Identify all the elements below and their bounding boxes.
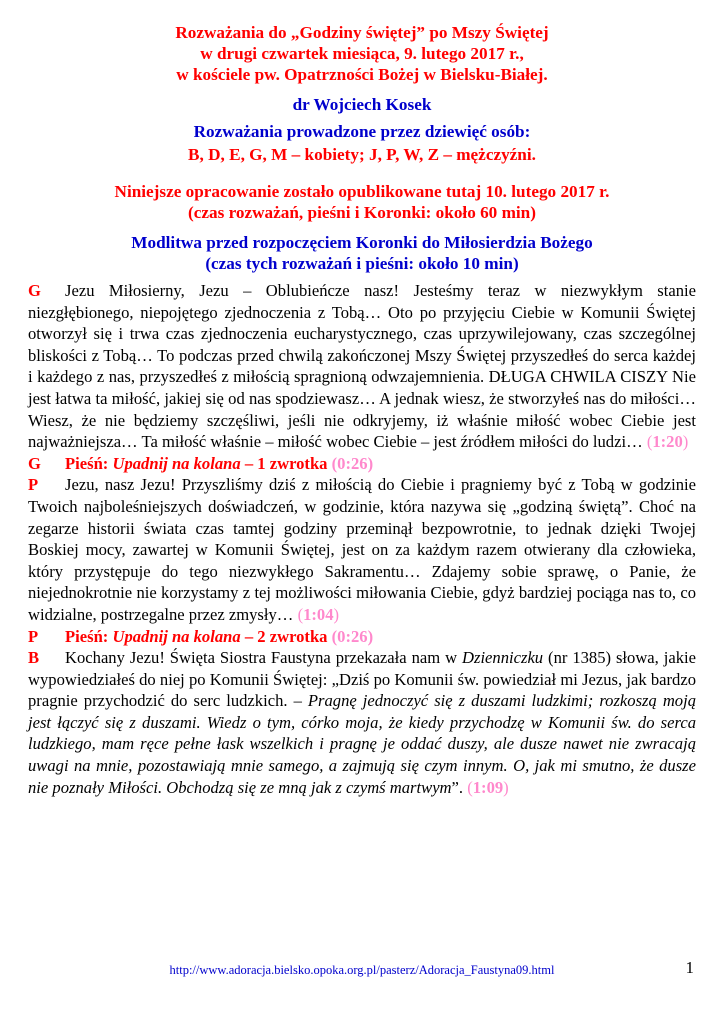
quotation: – Pragnę jednoczyć się z duszami ludzkimi; rozkoszą moją jest łączyć się z duszami. Wiedz o tym, córko moja, że kiedy przychodzę w Komunii św. do serca ludzkiego, mam ręce pełne łask wszelkich i pragnę je oddać duszy, ale dusze nawet nie zwracają uwagi na mnie, pozostawiają mnie samego, a zajmują się czym innym. O, jak mi smutno, że dusze nie poznały Miłości. Obchodzą się ze mną jak z czymś martwym	[28, 691, 697, 797]
song-title: Upadnij na kolana	[112, 626, 241, 646]
persons-line: B, D, E, G, M – kobiety; J, P, W, Z – mężczyźni.	[188, 144, 536, 164]
title-line: w kościele pw. Opatrzności Bożej w Bielsku-Białej.	[176, 65, 548, 84]
prayer-line: (czas tych rozważań i pieśni: około 10 min)	[205, 254, 519, 273]
duration: 0:26	[337, 453, 368, 473]
paragraph-text: Jezu Miłosierny, Jezu – Oblubieńcze nasz! Jesteśmy teraz w niezwykłym stanie niezgłębionego, niepojętego zjednoczenia z Tobą… Oto po przyjęciu Ciebie w Komunii Świętej otworzył się i trwa czas zjednoczenia eucharystycznego, czas uprzywilejowany, czas szczególnej bliskości z Tobą… To podczas przed chwilą zakończonej Mszy Świętej przyszedłeś do serca każdej i każdego z nas, przyszedłeś z miłością spragnioną odwzajemnienia. DŁUGA CHWILA CISZY Nie jest łatwa ta miłość, jakiej się od nas spodziewasz… A jednak wiesz, że stworzyłeś nas do miłości… Wiesz, że nie będziemy szczęśliwi, jeśli nie odkryjemy, iż właśnie miłość wobec Ciebie jest najważniejsza… Ta miłość właśnie – miłość wobec Ciebie – jest źródłem miłości do ludzi…	[28, 281, 696, 452]
publication-line: Niniejsze opracowanie zostało opublikowane tutaj 10. lutego 2017 r.	[114, 182, 610, 201]
duration: 0:26	[337, 626, 368, 646]
persons-info	[28, 121, 696, 166]
prayer-heading	[28, 232, 696, 274]
speaker-label: P	[28, 626, 39, 646]
song-label: Pieśń:	[65, 626, 109, 646]
duration: 1:09	[472, 777, 504, 797]
song-label: Pieśń:	[65, 453, 109, 473]
footer-url[interactable]: http://www.adoracja.bielsko.opoka.org.pl/pasterz/Adoracja_Faustyna09.html	[169, 963, 555, 977]
paragraph-p: P Jezu, nasz Jezu! Przyszliśmy dziś z miłością do Ciebie i pragniemy być z Tobą w godzinie Twoich najboleśniejszych doświadczeń, w godzinie, która nazywa się „godziną świętą”. Choć na zegarze historii świata czas tamtej godziny przeminął bezpowrotnie, to jednak dzięki Twojej Boskiej mocy, zawartej w Komunii Świętej, jest on za każdym razem otwierany dla człowieka, który przystępuje do tego niezwykłego Sakramentu… Zdajemy sobie sprawę, o Panie, że niejednokrotnie nie korzystamy z tej możliwości miłowania Ciebie, gdyż bardziej pociąga nas to, co widzialne, postrzegalne przez zmysły… (1:04)	[28, 475, 696, 624]
song-verse: – 1 zwrotka	[244, 453, 328, 473]
speaker-label: G	[28, 453, 41, 473]
title-line: w drugi czwartek miesiąca, 9. lutego 2017 r.,	[200, 44, 524, 63]
duration: 1:20	[652, 432, 683, 452]
title-line: Rozważania do „Godziny świętej” po Mszy Świętej	[175, 23, 549, 42]
paragraph-text: (nr 1385) słowa, jakie wypowiedziałeś do niej po Komunii Świętej: „Dziś po Komunii św. powiedział mi Jezus, jak bardzo pragnie przychodzić do serc ludzkich.	[28, 648, 696, 711]
paragraph-g: G Jezu Miłosierny, Jezu – Oblubieńcze nasz! Jesteśmy teraz w niezwykłym stanie niezgłębionego, niepojętego zjednoczenia z Tobą… Oto po przyjęciu Ciebie w Komunii Świętej otworzył się i trwa czas zjednoczenia eucharystycznego, czas uprzywilejowany, czas szczególnej bliskości z Tobą… To podczas przed chwilą zakończonej Mszy Świętej przyszedłeś do serca każdej i każdego z nas, przyszedłeś z miłością spragnioną odwzajemnienia. DŁUGA CHWILA CISZY Nie jest łatwa ta miłość, jakiej się od nas spodziewasz… A jednak wiesz, że stworzyłeś nas do miłości… Wiesz, że nie będziemy szczęśliwi, jeśli nie odkryjemy, iż właśnie miłość wobec Ciebie jest najważniejsza… Ta miłość właśnie – miłość wobec Ciebie – jest źródłem miłości do ludzi… (1:20)	[28, 281, 696, 452]
prayer-line: Modlitwa przed rozpoczęciem Koronki do Miłosierdzia Bożego	[131, 233, 593, 252]
song-title: Upadnij na kolana	[112, 453, 241, 473]
song-line: P Pieśń: Upadnij na kolana – 2 zwrotka (0:26)	[28, 626, 374, 646]
meditation-body	[28, 280, 696, 798]
author: dr Wojciech Kosek	[292, 95, 432, 114]
duration: 1:04	[303, 604, 334, 624]
paragraph-b: B Kochany Jezu! Święta Siostra Faustyna przekazała nam w Dzienniczku (nr 1385) słowa, jakie wypowiedziałeś do niej po Komunii Świętej: „Dziś po Komunii św. powiedział mi Jezus, jak bardzo pragnie przychodzić do serc ludzkich. – Pragnę jednoczyć się z duszami ludzkimi; rozkoszą moją jest łączyć się z duszami. Wiedz o tym, córko moja, że kiedy przychodzę w Komunii św. do serca ludzkiego, mam ręce pełne łask wszelkich i pragnę je oddać duszy, ale dusze nawet nie zwracają uwagi na mnie, pozostawiają mnie samego, a zajmują się czym innym. O, jak mi smutno, że dusze nie poznały Miłości. Obchodzą się ze mną jak z czymś martwym”. (1:09)	[28, 648, 697, 797]
speaker-label: P	[28, 475, 39, 495]
speaker-label: G	[28, 281, 41, 300]
book-title: Dzienniczku	[462, 648, 544, 668]
speaker-label: B	[28, 648, 40, 668]
publication-info	[28, 181, 696, 223]
paragraph-text: Kochany Jezu! Święta Siostra Faustyna przekazała nam w	[65, 648, 458, 668]
persons-line: Rozważania prowadzone przez dziewięć osób:	[193, 122, 531, 141]
document-title	[28, 22, 696, 85]
song-verse: – 2 zwrotka	[244, 626, 328, 646]
publication-line: (czas rozważań, pieśni i Koronki: około 60 min)	[188, 203, 536, 222]
page-number: 1	[685, 958, 694, 977]
song-line: G Pieśń: Upadnij na kolana – 1 zwrotka (0:26)	[28, 453, 374, 473]
paragraph-text: Jezu, nasz Jezu! Przyszliśmy dziś z miłością do Ciebie i pragniemy być z Tobą w godzinie Twoich najboleśniejszych doświadczeń, w godzinie, która nazywa się „godziną świętą”. Choć na zegarze historii świata czas tamtej godziny przeminął bezpowrotnie, to jednak dzięki Twojej Boskiej mocy, zawartej w Komunii Świętej, jest on za każdym razem otwierany dla człowieka, który przystępuje do tego niezwykłego Sakramentu… Zdajemy sobie sprawę, o Panie, że niejednokrotnie nie korzystamy z tej możliwości miłowania Ciebie, gdyż bardziej pociąga nas to, co widzialne, postrzegalne przez zmysły…	[28, 475, 696, 624]
document-page	[28, 22, 696, 798]
quote-end: ”.	[451, 777, 464, 797]
